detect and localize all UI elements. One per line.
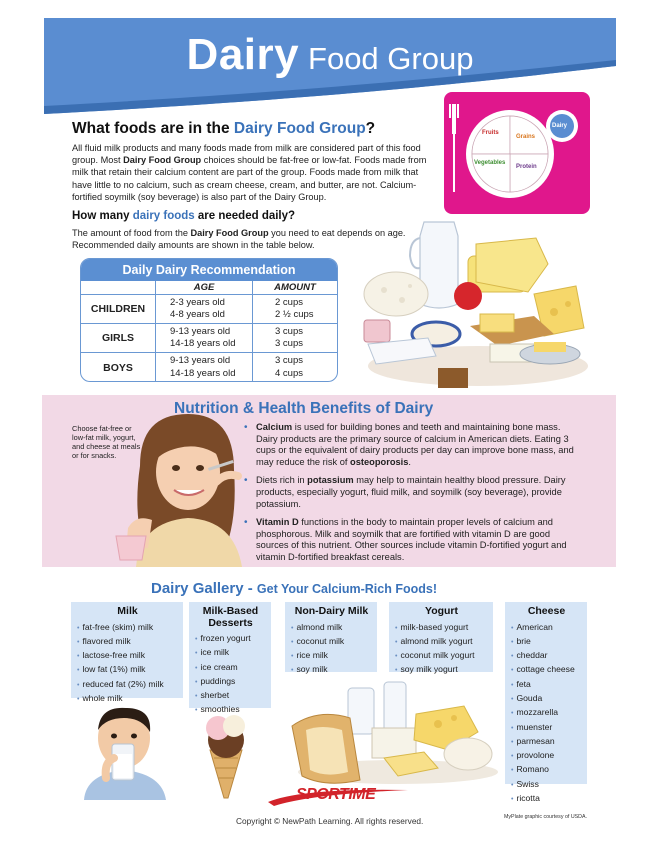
page-title [44,30,616,80]
myplate-vegetables-label: Vegetables [474,160,506,166]
table-row-children: CHILDREN 2-3 years old 4-8 years old 2 cups 2 ½ cups [81,295,337,324]
myplate-grains-label: Grains [516,134,536,140]
title-main-word: Dairy [186,30,300,79]
heading-how-many: How many dairy foods are needed daily? [72,210,296,222]
row-label: BOYS [81,353,156,382]
bullet-vitamin-d: • Vitamin D functions in the body to maintain proper levels of calcium and phosphorous. Milk and soymilk that are fortified with vitamin D are good sources of this nutrient. Other sources include vitamin D-fortified yogurt and vitamin D-fortified breakfast cereals. [244,517,567,562]
cheese-assortment-image [288,680,498,786]
ice-cream-cone-image [198,710,254,800]
nutrition-title: Nutrition & Health Benefits of Dairy [174,400,434,417]
girl-caption: Choose fat-free or low-fat milk, yogurt, and cheese at meals or for snacks. [72,424,141,460]
gallery-column-cheese: Cheese • American • brie • cheddar • cottage cheese • feta • Gouda • mozzarella • muenster • parmesan • provolone • Romano • Swiss • ricotta [505,602,587,784]
table-row-girls: GIRLS 9-13 years old 14-18 years old 3 cups 3 cups [81,324,337,353]
row-label: GIRLS [81,324,156,352]
row-label: CHILDREN [81,295,156,323]
title-subword: Food Group [308,41,474,76]
usda-credit: MyPlate graphic courtesy of USDA. [504,814,588,820]
sportime-logo: SPORTIME [296,786,376,803]
table-row-boys: BOYS 9-13 years old 14-18 years old 3 cups 4 cups [81,353,337,382]
copyright-notice: Copyright © NewPath Learning. All rights reserved. [236,816,424,826]
column-title: Milk-Based Desserts [202,605,259,629]
table-header-row [81,281,337,295]
paragraph-how-many: The amount of food from the Dairy Food Group you need to eat depends on age. Recommended daily amounts are shown in the table below. [72,228,406,251]
column-title: Cheese [527,605,566,617]
gallery-column-milk-based-desserts: Milk-Based Desserts • frozen yogurt • ice milk • ice cream • puddings • sherbet • smoothies [189,602,271,708]
gallery-title: Dairy Gallery - Get Your Calcium-Rich Foods! [151,580,437,597]
dairy-products-image [358,216,590,392]
myplate-dairy-label: Dairy [552,123,568,129]
column-header-amount: AMOUNT [274,282,316,293]
gallery-column-non-dairy-milk: Non-Dairy Milk • almond milk • coconut milk • rice milk • soy milk [285,602,377,672]
heading-what-foods: What foods are in the Dairy Food Group? [72,120,376,137]
column-title: Yogurt [424,605,459,617]
column-title: Milk [117,605,138,617]
column-title: Non-Dairy Milk [294,605,369,617]
myplate-fruits-label: Fruits [482,130,499,136]
bullet-potassium: • Diets rich in potassium may help to maintain healthy blood pressure. Dairy products, especially yogurt, fluid milk, and soymilk (soy beverage), provide potassium. [244,475,566,509]
myplate-protein-label: Protein [516,164,537,170]
gallery-column-yogurt: Yogurt • milk-based yogurt • almond milk yogurt • coconut milk yogurt • soy milk yogurt [389,602,493,672]
myplate-graphic [444,92,590,214]
table-title: Daily Dairy Recommendation [81,259,337,281]
gallery-column-milk: Milk • fat-free (skim) milk • flavored milk • lactose-free milk • low fat (1%) milk • reduced fat (2%) milk • whole milk [71,602,183,698]
bullet-calcium: • Calcium is used for building bones and teeth and maintaining bone mass. Dairy products are the primary source of calcium in American diets. Eating 3 cups or the equivalent of dairy products per day can improve bone mass, and may reduce the risk of osteoporosis. [244,422,574,467]
boy-drinking-milk-image [76,704,172,800]
nutrition-bullets [244,422,584,571]
paragraph-what-foods: All fluid milk products and many foods made from milk are considered part of this food group. Most Dairy Food Group choices should be fat-free or low-fat. Foods made from milk that retain their calcium content are part of the group. Foods made from milk that have little to no calcium, such as cream cheese, cream, and butter, are not. Calcium-fortified soymilk (soy beverage) is also part of the Dairy Group. [72,143,427,202]
column-header-age: AGE [156,281,253,294]
daily-recommendation-table [80,258,338,382]
